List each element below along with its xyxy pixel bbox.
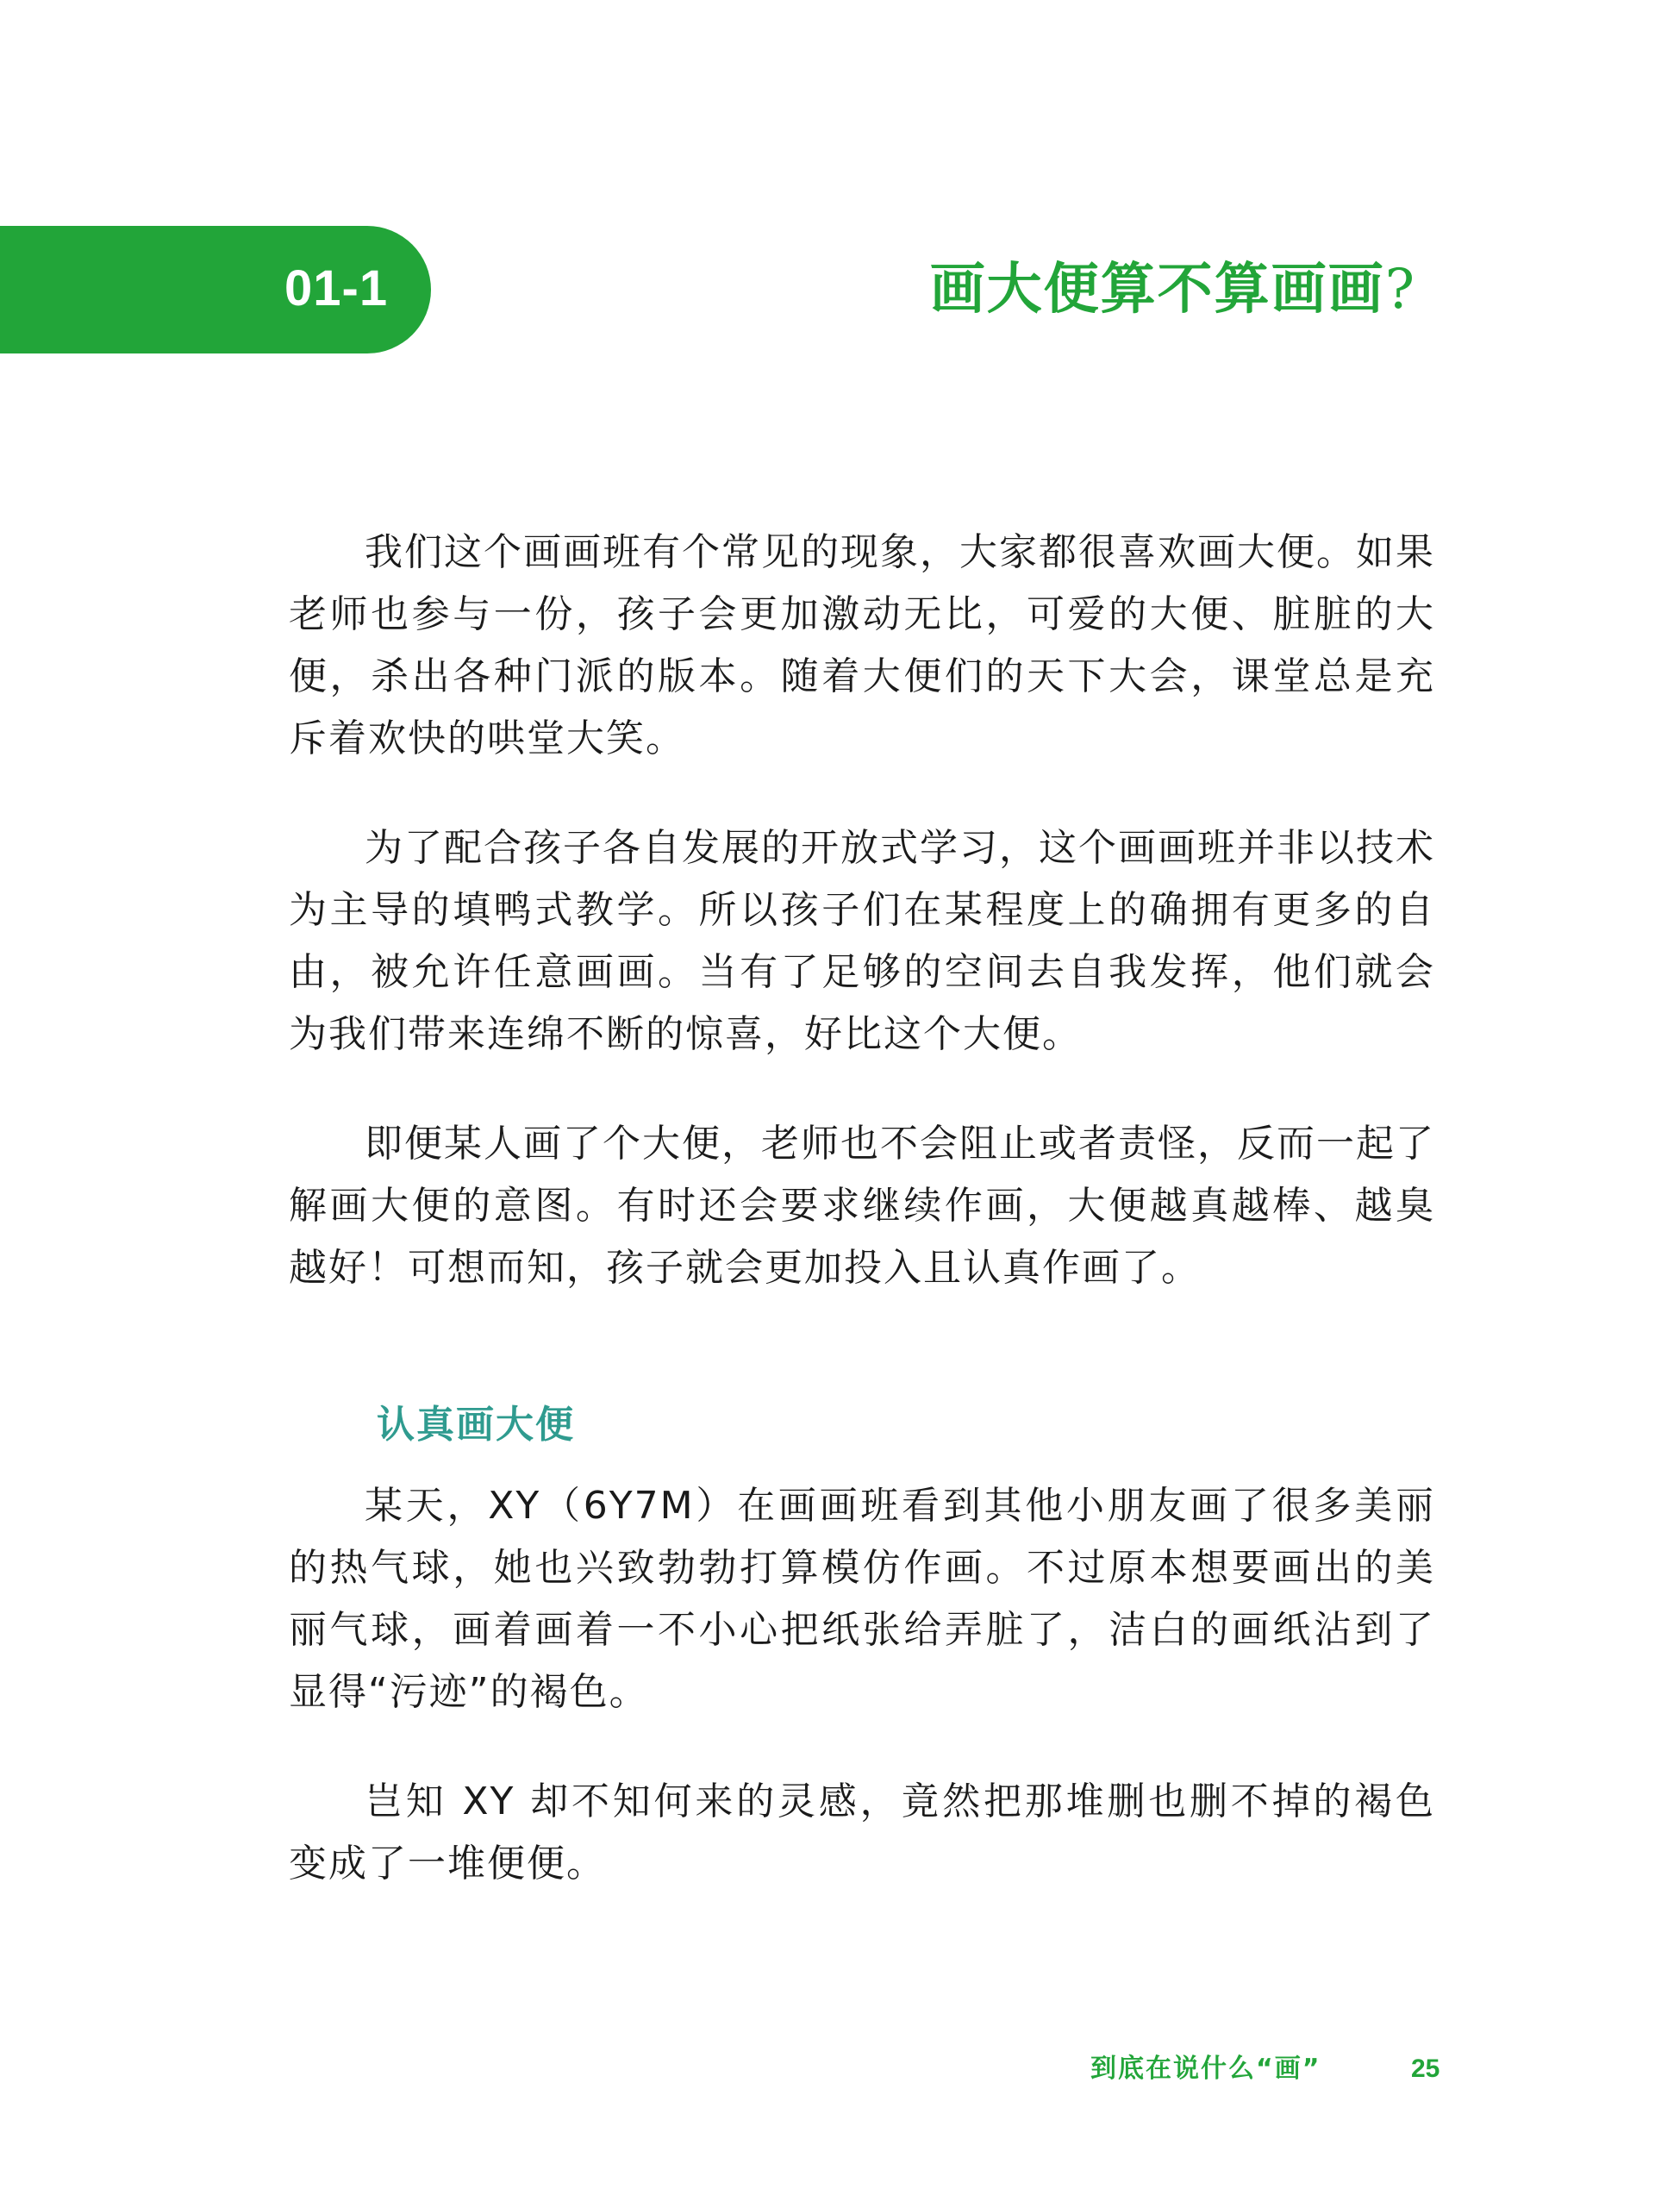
section-paragraph: 岂知 XY 却不知何来的灵感，竟然把那堆删也删不掉的褐色变成了一堆便便。 — [289, 1779, 1435, 1886]
chapter-title — [930, 257, 1416, 322]
chapter-number: 01-1 — [284, 260, 389, 316]
footer-book-title: 到底在说什么“画” — [1090, 2054, 1321, 2084]
section-heading: 认真画大便 — [377, 1403, 575, 1447]
chapter-title-question-mark: ? — [1384, 258, 1416, 322]
body-content — [289, 522, 1435, 1942]
chapter-title-text: 画大便算不算画画 — [929, 258, 1385, 322]
paragraph: 我们这个画画班有个常见的现象，大家都很喜欢画大便。如果老师也参与一份，孩子会更加激动无比，可爱的大便、脏脏的大便，杀出各种门派的版本。随着大便们的天下大会，课堂总是充斥着欢快的哄堂大笑。 — [289, 530, 1435, 760]
page-number: 25 — [1411, 2055, 1440, 2083]
paragraph: 即便某人画了个大便，老师也不会阻止或者责怪，反而一起了解画大便的意图。有时还会要求继续作画，大便越真越棒、越臭越好！可想而知，孩子就会更加投入且认真作画了。 — [289, 1122, 1435, 1290]
section-paragraph: 某天，XY（6Y7M）在画画班看到其他小朋友画了很多美丽的热气球，她也兴致勃勃打算模仿作画。不过原本想要画出的美丽气球，画着画着一不小心把纸张给弄脏了，洁白的画纸沾到了显得“污迹”的褐色。 — [289, 1484, 1435, 1714]
paragraph: 为了配合孩子各自发展的开放式学习，这个画画班并非以技术为主导的填鸭式教学。所以孩子们在某程度上的确拥有更多的自由，被允许任意画画。当有了足够的空间去自我发挥，他们就会为我们带来连绵不断的惊喜，好比这个大便。 — [289, 826, 1435, 1056]
